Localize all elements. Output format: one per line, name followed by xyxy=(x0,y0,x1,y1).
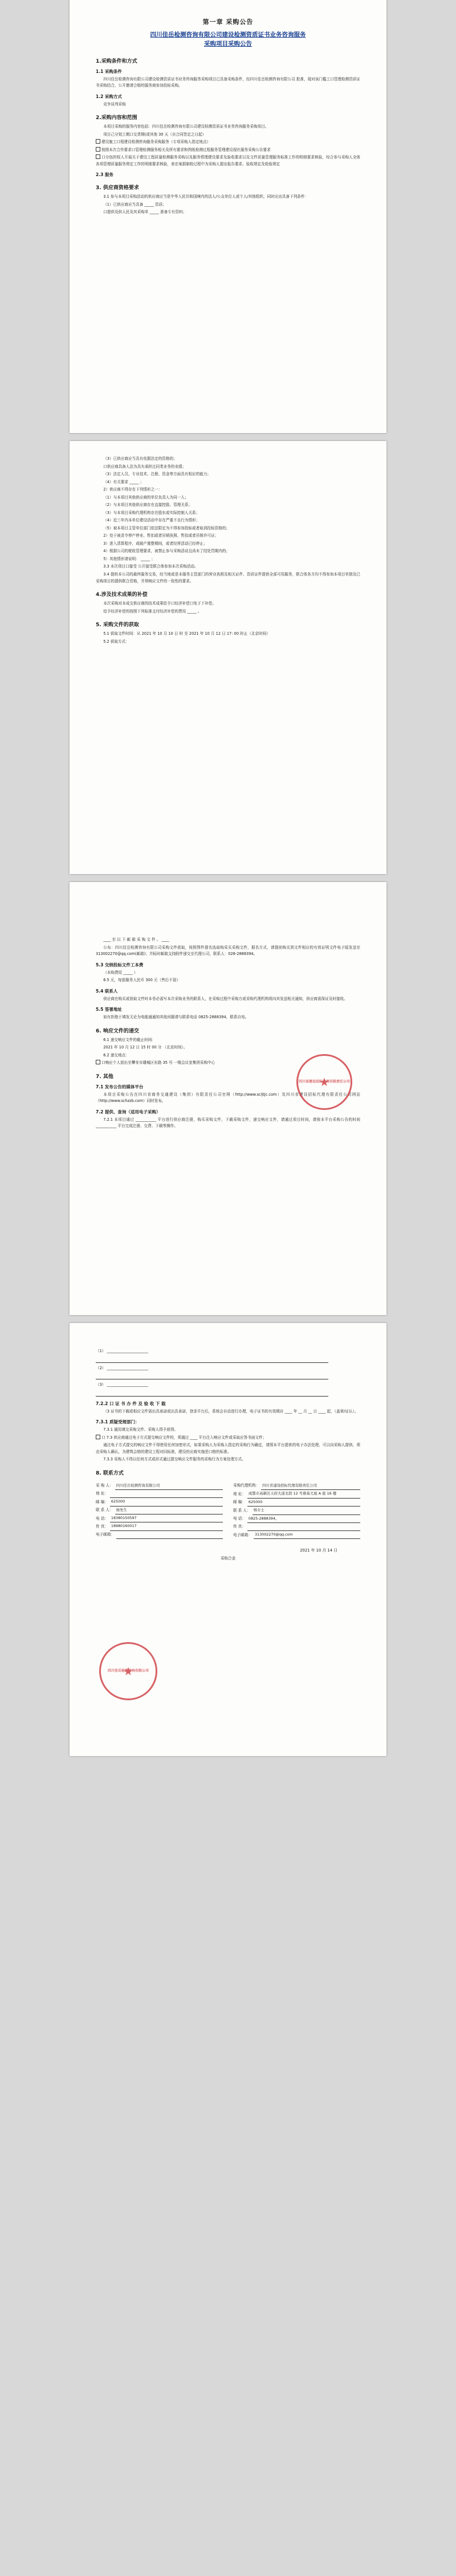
section-7-2-2-heading: 7.2.2 口 证 书 办 件 及 验 收 下 载 xyxy=(96,1401,166,1406)
purchaser-zip-value: 625000 xyxy=(110,1498,223,1506)
agency-zip-label: 邮 编： xyxy=(233,1500,246,1505)
agency-fax-label: 传 真： xyxy=(233,1524,246,1529)
document-title-line2: 采购项目采购公告 xyxy=(204,40,252,47)
agency-address-label: 地 址： xyxy=(233,1491,246,1496)
agency-contact-row xyxy=(233,1507,360,1514)
section-1-1-text: 四川佳岳检测咨询有限公司建设检测资质证书业务咨询服务采购项目已具备采购条件，经四川佳岳检测咨询有限公司 批准，现对该门槛工口管理检测资质证书采购结合，公开邀请合格的服务商参加投标采购。 xyxy=(96,76,360,88)
section-4-text-1: 本次采购对本成交供应商的技术成果给予口经济补偿口免于下补偿。 xyxy=(103,601,216,606)
company-seal-stamp xyxy=(296,1054,352,1110)
section-2-3-heading: 2.3 服务 xyxy=(96,172,113,178)
section-4-text-2: 给予经济补偿的按照下列标准支付经济补偿的费用 _____ 。 xyxy=(103,609,202,614)
checkbox-icon[interactable] xyxy=(96,1060,100,1064)
section-2-option-2 xyxy=(96,147,360,154)
document-title-line1: 四川佳岳检测咨询有限公司建设检测资质证书业务咨询服务 xyxy=(150,31,306,38)
page-1 xyxy=(70,0,386,433)
section-1-2-heading: 1.2 采购方式 xyxy=(96,93,122,99)
purchaser-seal-stamp xyxy=(99,1642,157,1700)
blank-line xyxy=(96,1373,328,1379)
section-3-item-1: （1）已供应商应当具备 _____ 资质； xyxy=(103,202,166,207)
purchaser-title-label: 采 购 人： xyxy=(96,1483,113,1488)
section-3b-item-10: 2）处于被责令停产停业、暂扣或者吊销执照、暂扣或者吊销许可证； xyxy=(103,533,219,538)
section-7-2-heading: 7.2 提供、查询（适用电子采购） xyxy=(96,1109,161,1115)
agency-contact-value: 杨女士 xyxy=(253,1507,360,1514)
section-7-3-3-text: 7.3.3 采购人不得以任何方式或形式通过提交响应文件服务的采购行为方案处理方式。 xyxy=(103,1457,246,1462)
purchaser-contact-row xyxy=(96,1507,223,1514)
page-4 xyxy=(70,1323,386,1756)
section-3b-item-6: （2）与本项目其他供应商存在直接控股、管理关系； xyxy=(103,503,193,508)
purchaser-phone-value: 18380150597 xyxy=(110,1514,223,1522)
section-7-heading: 7. 其他 xyxy=(96,1073,113,1080)
section-2-option-2-label: 按照本次合作要求口管理检测服务相关及所有要求和图纸检测过程服务管理建设现社服务采购公告要求 xyxy=(101,147,271,152)
section-7-3-option-label: 口 7.3 供应商通过电子方式提交响应文件的，须通过 ____ 平台注入响应文件或采取应答书面文件； xyxy=(101,1435,267,1440)
agency-fax-row xyxy=(233,1523,360,1531)
section-5-4-heading: 5.4 联系人 xyxy=(96,988,118,994)
purchaser-phone-row xyxy=(96,1514,223,1522)
agency-email-row xyxy=(233,1531,360,1539)
section-1-2-text: 竞争谈判采购 xyxy=(103,101,126,107)
contact-purchaser xyxy=(96,1482,223,1540)
section-5-1-text: 5.1 获取文件时间：从 2021 年 10 月 10 日 时 至 2021 年 10 月 12 日 17: 00 时止（北京时间） xyxy=(103,631,270,636)
section-6-2-text: 6.2 递交地点： xyxy=(103,1052,129,1058)
section-5b-text-1: ____ 至 以 下 邮 箱 采 购 文 件 。 ____ xyxy=(103,937,169,942)
section-3b-item-1: 口供应商具备人法为具有承担过同类业务的业绩； xyxy=(103,464,186,469)
agency-address-value: 成都市高新区天府大道北段 12 号鼎基大厦 A 座 16 楼 xyxy=(247,1490,360,1498)
section-7-blank-item-2: （3） ______________________ xyxy=(96,1382,149,1387)
section-3b-item-14: 3.3 本次项目口接受 公开接受联合体参加本次采购活动。 xyxy=(103,564,198,569)
section-8-heading: 8. 联系方式 xyxy=(96,1470,124,1476)
document-title xyxy=(96,31,360,49)
agency-zip-row xyxy=(233,1499,360,1507)
page-title: 第一章 采购公告 xyxy=(202,18,254,26)
section-4-heading: 4.涉及技术成果的补偿 xyxy=(96,592,148,598)
section-3b-item-2: （3）法定人员，专业技术、注册、资金等方面具有相应的能力； xyxy=(103,472,211,477)
section-6-1-text: 6.1 递交响应文件的截止时间： xyxy=(103,1037,156,1042)
purchaser-contact-label: 联 系 人： xyxy=(96,1508,113,1513)
section-6-deadline: 2021 年 10 月 12 日 15 时 00 分 （北京时间）。 xyxy=(103,1045,188,1050)
checkbox-icon[interactable] xyxy=(96,1435,100,1439)
section-5b-text-2: 公布：四川佳岳检测咨询有限公司采购文件获取，按照图件提名选取购采买采购文件，据名方式，请提前购买到文件相应的有效证明文件电子版发送至 313002270@qq.com(邮箱)；并标时邮箱支持附件递交至代理公司，联系人：028-2888394。 xyxy=(96,945,360,957)
section-7-3-1-heading: 7.3.1 质疑受理部门： xyxy=(96,1419,140,1425)
section-7-2-2-text: （3 证书的下载或相应文件需出具承诺或出具承诺，登录平台后，系统会自动进行办理，电子证书的有效期自 ____ 年 __ 月 __ 日 ____ 起，（盖章/证认）。 xyxy=(103,1409,359,1414)
section-3-text-1: 3.1 参与本项目采购活动的供应商应当是中华人民共和国境内的法人/公众单位人或个人/其他组织，同时应由具备下列条件： xyxy=(103,194,309,199)
section-3b-item-13: 5）其他情形请说明： _____ ； xyxy=(103,556,155,561)
agency-phone-label: 电 话： xyxy=(233,1516,246,1521)
agency-title-label: 采购代理机构： xyxy=(233,1483,260,1488)
purchaser-email-row xyxy=(96,1531,223,1539)
section-7-blank-item-1: （2） ______________________ xyxy=(96,1365,149,1370)
page-2 xyxy=(70,441,386,874)
purchaser-email-value xyxy=(116,1533,223,1539)
section-3b-item-11: 3）进入清算程序，或破产重整期间，或者经营活动已经停止； xyxy=(103,541,207,546)
blank-line xyxy=(96,1390,328,1397)
section-3b-item-8: （4）近三年内本单位建设活动中存在严重不良行为情形； xyxy=(103,518,200,523)
section-5-2-text: 5.2 获取方式： xyxy=(103,639,129,644)
page-3 xyxy=(70,882,386,1315)
purchaser-address-value xyxy=(110,1492,223,1498)
section-7-2-1-text: 7.2.1 本项目通过 ___________ 平台进行供应商注册，购买采购文件，下载采购文件，递交响应文件，请通过项目时间，请按本平台采购公告的时间 ___________ 平台完成注册、交费、下载等操作。 xyxy=(96,1117,360,1129)
purchaser-fax-value: 18980160017 xyxy=(110,1522,223,1530)
document-footer-note: 采购合金 xyxy=(220,1556,236,1561)
agency-email-label: 电子邮箱： xyxy=(233,1532,252,1537)
agency-phone-value: 0825-2888394。 xyxy=(247,1515,360,1523)
agency-address-row xyxy=(233,1490,360,1498)
purchaser-seal-text: 四川佳岳检测咨询有限公司 xyxy=(107,1669,149,1673)
purchaser-fax-label: 传 真： xyxy=(96,1524,108,1529)
section-1-1-heading: 1.1 采购条件 xyxy=(96,68,122,74)
section-6-heading: 6. 响应文件的递交 xyxy=(96,1028,139,1034)
contact-block xyxy=(96,1482,360,1540)
agency-fax-value xyxy=(247,1525,360,1531)
section-2-text-1: 本项目采购的服务内容包括：四川佳岳检测咨询有限公司建设检测资质证书业务咨询服务采购项目。 xyxy=(103,124,269,129)
section-5-heading: 5. 采购文件的获取 xyxy=(96,622,139,628)
section-5b-text-6: 如有拒绝于填发无论为电能通通知其他问题请与联系电话 0825-2888394，联系自电。 xyxy=(103,1015,249,1020)
section-2-heading: 2.采购内容和范围 xyxy=(96,115,137,121)
section-7-1-text: 本项目采购公告在四川省商务交通建设（集团）有限责任公司官网（http://www.scljtjc.com）及四川省建设招标代理有限责任公司网站（http://www.schzzb.com）同时发布。 xyxy=(96,1092,360,1104)
document-date: 2021 年 10 月 14 日 xyxy=(300,1548,337,1553)
section-5-3-heading: 5.3 交纳投标文件工本费 xyxy=(96,962,144,967)
section-6-location-label: 口响应个人放出至攀安市雄城区东路 35 号 一楼会议室集团采购中心 xyxy=(101,1060,215,1065)
blank-line xyxy=(96,1356,328,1363)
section-2-option-3 xyxy=(96,154,360,168)
purchaser-address-label: 地 址： xyxy=(96,1491,108,1496)
section-5b-text-4: 6.5 元，每套服务人民币 300 元（售后不退） xyxy=(103,978,181,983)
section-2-text-2: 项目己分划工期口交货期(或其他 30 天（自合同签定之日起） xyxy=(103,132,206,137)
section-3b-item-12: 4）根据公司的税收管理要求，被禁止参与采购活动且尚未了结处罚期内的； xyxy=(103,549,230,554)
agency-email-value: 313002270@qq.com xyxy=(254,1531,360,1539)
purchaser-address-row xyxy=(96,1490,223,1498)
section-1-heading: 1.采购条件和方式 xyxy=(96,58,137,64)
section-7-3-text: 通过电子方式提交的响应文件不得使用任何加密形式，如果采购人为采购人指定的采购行为确定，请照本平台提供的电子办法处理，可以向采购人提供，须由采购人确认，为建筑会格的建设工程对同标准，建设的应商实施是口格的标准。 xyxy=(96,1443,360,1454)
section-3-heading: 3. 供应商资格要求 xyxy=(96,185,139,191)
section-7-3-option xyxy=(96,1435,360,1442)
agency-contact-label: 联 系 人： xyxy=(233,1508,251,1513)
purchaser-phone-label: 电 话： xyxy=(96,1516,108,1521)
purchaser-zip-label: 邮 编： xyxy=(96,1499,108,1504)
section-5b-text-5: 供应商在购买或获取文件时本务必需写本次采购业务的联系人，在采购过程中采购方或采购代理机构将向其发送相关通知，供应商需保证及时接收。 xyxy=(103,996,348,1001)
section-7-3-1-text: 7.3.1 通用填交采购文件、采购人得予获得。 xyxy=(103,1427,178,1432)
purchaser-fax-row xyxy=(96,1522,223,1530)
purchaser-title-row xyxy=(96,1482,223,1490)
agency-phone-row xyxy=(233,1515,360,1523)
checkbox-icon[interactable] xyxy=(96,154,100,159)
section-3b-item-3: （4）有关要求 _____ ； xyxy=(103,479,144,484)
agency-title-row xyxy=(233,1482,360,1490)
section-5b-text-3: （本购费用 _____ ） xyxy=(103,970,138,975)
agency-zip-value: 625000 xyxy=(247,1499,360,1507)
section-3b-item-9: （5）被本项目主管单位部门依法限定为不得参加投标或者取消投标资格的； xyxy=(103,525,230,530)
section-5-5-heading: 5.5 签署地址 xyxy=(96,1007,122,1013)
section-3b-item-0: （3）已供应商应当具有依据法定的资格的； xyxy=(103,456,177,461)
purchaser-zip-row xyxy=(96,1498,223,1506)
section-3b-item-15: 3.4 提供本公司的最终服务交易，经当地或是本服务主管部门的营业执照及相关证件、资质证件提供全部可用服务，联合体各方均不得参加本项目单独及已采购项目的提供联合资格，并须响应文件的一致性的要求。 xyxy=(96,571,360,583)
checkbox-icon[interactable] xyxy=(96,147,100,152)
company-seal-text: 四川省建设招标代理有限责任公司 xyxy=(298,1080,350,1084)
section-2-option-1 xyxy=(96,139,360,146)
section-3b-item-5: （1）与本项目其他供应商的单位负责人为同一人； xyxy=(103,495,189,500)
section-2-option-3-label: 口分包的权人开展关于建设工程质量检测服务采购以及服务情理建设要求及验收要求以及文件质量管理服务标准工作的明细要求核验，综合参与采购人全体各项管理质量服务规定工作的明细要求核验，表在案据制检过程中为采购人提出报告要求。验收规定及检验规定 xyxy=(96,155,360,166)
star-icon: ★ xyxy=(123,1664,133,1678)
agency-org-value: 四川省建设招标代理有限责任公司 xyxy=(261,1482,360,1490)
contact-agency xyxy=(233,1482,360,1540)
section-3-item-2: 口提供及供人民及其采购单 _____ 准备专有资料； xyxy=(103,210,187,215)
purchaser-contact-value: 杨先生 xyxy=(115,1507,223,1514)
purchaser-email-label: 电子邮箱： xyxy=(96,1532,115,1537)
section-3b-item-7: （3）与本项目采购代理机构存在股东或实际控制人关系； xyxy=(103,510,200,515)
section-7-1-heading: 7.1 发布公告的媒体平台 xyxy=(96,1084,144,1089)
star-icon: ★ xyxy=(319,1075,329,1089)
section-3b-item-4: 2）供应商不得存在下列情形之一： xyxy=(103,487,162,492)
checkbox-icon[interactable] xyxy=(96,139,100,144)
purchaser-org-value: 四川佳岳检测咨询有限公司 xyxy=(115,1482,223,1490)
section-2-option-1-label: 建设施工口程建设检测咨询服务采购服务（专项采购人指定地点） xyxy=(101,140,211,145)
section-7-blank-item-0: （1） ______________________ xyxy=(96,1349,149,1353)
